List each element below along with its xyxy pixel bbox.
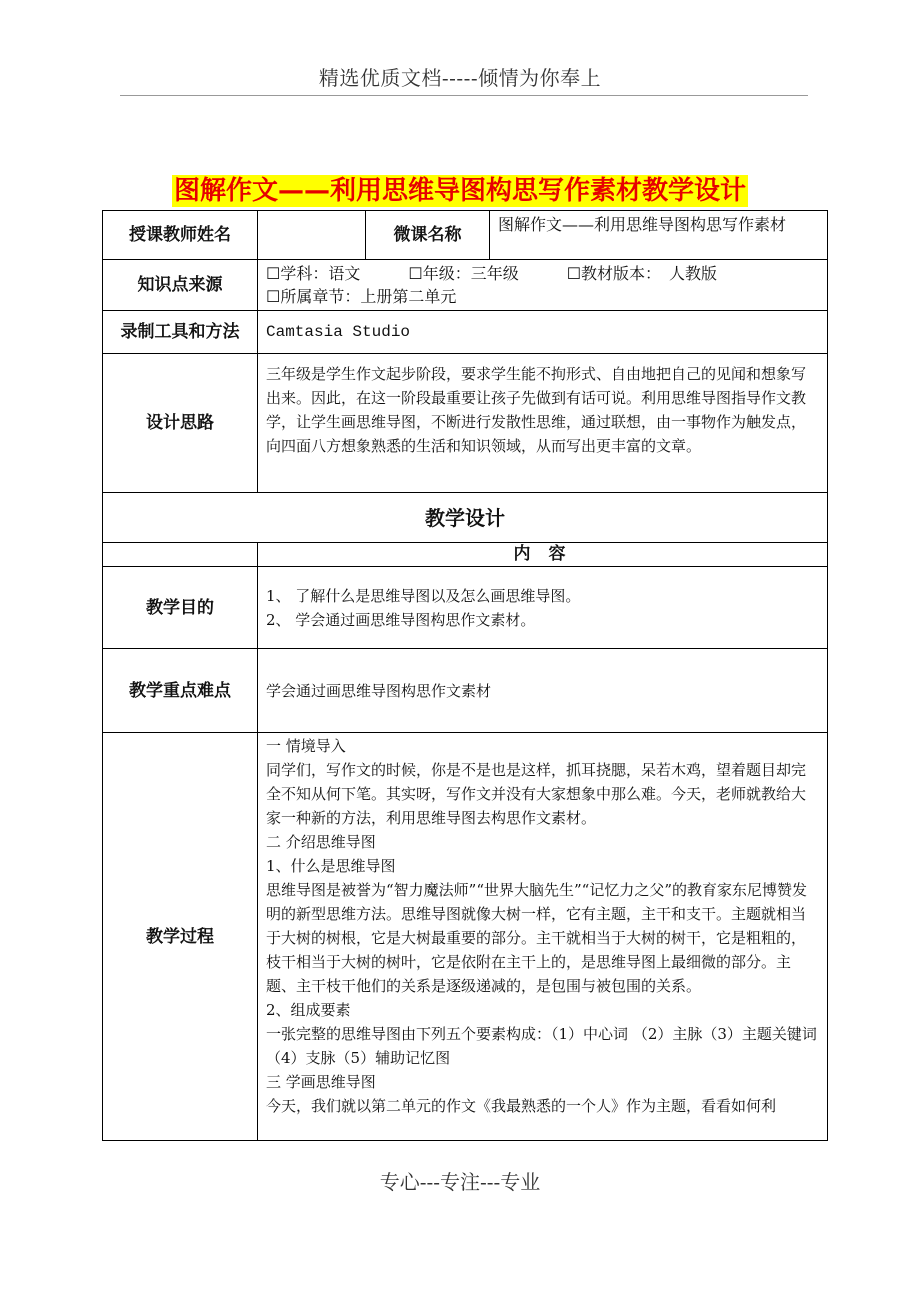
source-line-1: ☐学科：语文 ☐年级：三年级 ☐教材版本： 人教版 xyxy=(266,264,718,283)
process-line: 三 学画思维导图 xyxy=(266,1073,376,1091)
teaching-process-label: 教学过程 xyxy=(103,733,258,1141)
key-difficulty-value: 学会通过画思维导图构思作文素材 xyxy=(258,649,828,733)
goal-item: 2、 学会通过画思维导图构思作文素材。 xyxy=(266,610,536,629)
process-line: 一张完整的思维导图由下列五个要素构成：（1）中心词 （2）主脉（3）主题关键词（4）支脉（5）辅助记忆图 xyxy=(266,1025,817,1067)
course-name-value: 图解作文——利用思维导图构思写作素材 xyxy=(490,211,828,260)
recording-tools-label: 录制工具和方法 xyxy=(103,311,258,354)
page-header: 精选优质文档-----倾情为你奉上 xyxy=(318,66,602,90)
content-header-blank xyxy=(103,543,258,567)
recording-tools-value: Camtasia Studio xyxy=(258,311,828,354)
design-idea-label: 设计思路 xyxy=(103,354,258,493)
teaching-design-heading: 教学设计 xyxy=(103,493,828,543)
knowledge-source-label: 知识点来源 xyxy=(103,260,258,311)
key-difficulty-label: 教学重点难点 xyxy=(103,649,258,733)
process-line: 二 介绍思维导图 xyxy=(266,833,376,851)
teaching-goal-label: 教学目的 xyxy=(103,567,258,649)
document-title xyxy=(0,170,920,207)
process-line: 同学们，写作文的时候，你是不是也是这样，抓耳挠腮，呆若木鸡，望着题目却完全不知从何下笔。其实呀，写作文并没有大家想象中那么难。今天，老师就教给大家一种新的方法，利用思维导图去构思作文素材。 xyxy=(266,761,807,827)
teacher-name-value xyxy=(258,211,366,260)
teacher-name-label: 授课教师姓名 xyxy=(103,211,258,260)
process-line: 1、什么是思维导图 xyxy=(266,857,396,875)
design-idea-text: 三年级是学生作文起步阶段，要求学生能不拘形式、自由地把自己的见闻和想象写出来。因此，在这一阶段最重要让孩子先做到有话可说。利用思维导图指导作文教学，让学生画思维导图，不断进行发散性思维，通过联想，由一事物作为触发点，向四面八方想象熟悉的生活和知识领域，从而写出更丰富的文章。 xyxy=(258,354,828,493)
page-footer: 专心---专注---专业 xyxy=(379,1170,541,1194)
process-line: 思维导图是被誉为“智力魔法师”“世界大脑先生”“记忆力之父”的教育家东尼博赞发明的新型思维方法。思维导图就像大树一样，它有主题，主干和支干。主题就相当于大树的树根，它是大树最重要的部分。主干就相当于大树的树干，它是粗粗的，枝干相当于大树的树叶，它是依附在主干上的，是思维导图上最细微的部分。主题、主干枝干他们的关系是逐级递减的，是包围与被包围的关系。 xyxy=(266,881,808,995)
knowledge-source-value xyxy=(258,260,828,311)
source-line-2: ☐所属章节：上册第二单元 xyxy=(266,287,457,306)
process-line: 2、组成要素 xyxy=(266,1001,351,1019)
teaching-goal-value xyxy=(258,567,828,649)
teaching-process-value xyxy=(258,733,828,1141)
course-name-label: 微课名称 xyxy=(366,211,490,260)
content-header: 内 容 xyxy=(258,543,828,567)
header-divider xyxy=(120,95,808,96)
process-line: 一 情境导入 xyxy=(266,737,346,755)
document-title-text: 图解作文——利用思维导图构思写作素材教学设计 xyxy=(173,176,746,206)
process-line: 今天，我们就以第二单元的作文《我最熟悉的一个人》作为主题，看看如何利 xyxy=(266,1097,777,1115)
lesson-plan-table xyxy=(102,210,828,1141)
goal-item: 1、 了解什么是思维导图以及怎么画思维导图。 xyxy=(266,586,581,605)
